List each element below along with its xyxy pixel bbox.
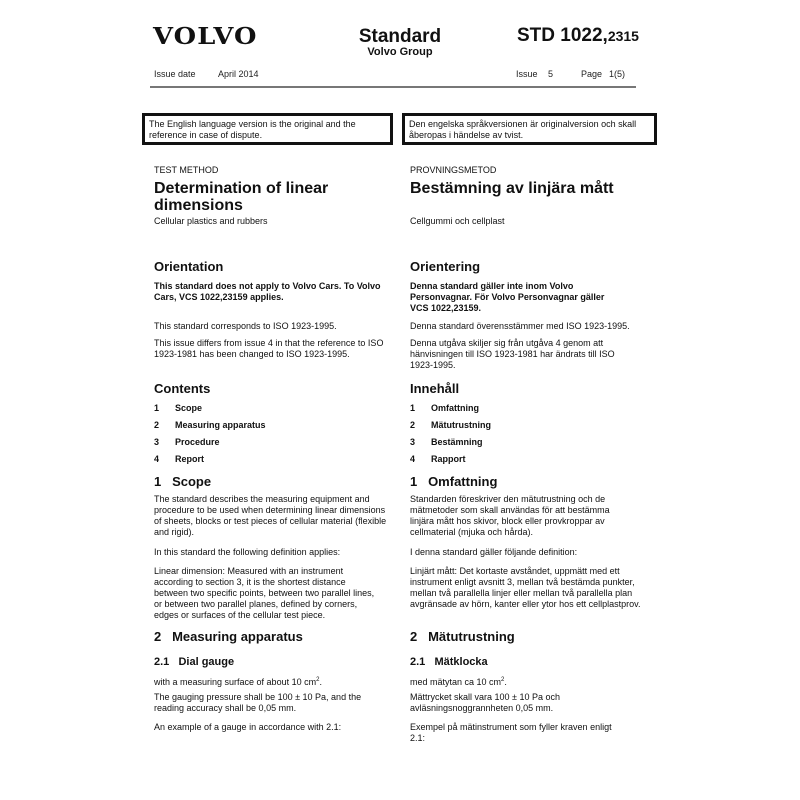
contents-item-number: 2 — [154, 419, 160, 430]
contents-item-label: Omfattning — [431, 402, 479, 413]
document-type: Standard — [358, 26, 442, 47]
contents-item-number: 1 — [154, 402, 160, 413]
contents-item-label: Procedure — [175, 436, 220, 447]
gauge-text-end: . — [504, 677, 507, 687]
contents-list — [410, 399, 650, 467]
contents-item-number: 3 — [154, 436, 160, 447]
contents-item-number: 2 — [410, 419, 416, 430]
orientation-bold-note: This standard does not apply to Volvo Cars. To Volvo Cars, VCS 1022,23159 applies. — [154, 281, 381, 302]
contents-item-label: Rapport — [431, 453, 466, 464]
issue-date-value: April 2014 — [218, 69, 259, 79]
gauge-paragraph: An example of a gauge in accordance with 2.1: — [154, 722, 342, 732]
apparatus-heading: 2 Measuring apparatus — [154, 629, 303, 644]
organization: Volvo Group — [367, 46, 433, 58]
apparatus-heading: 2 Mätutrustning — [410, 629, 515, 644]
category-label: PROVNINGSMETOD — [410, 165, 497, 175]
contents-item-number: 1 — [410, 402, 416, 413]
scope-heading: 1 Scope — [154, 474, 212, 489]
page-label: Page — [581, 69, 603, 79]
contents-item-label: Mätutrustning — [431, 419, 491, 430]
scope-heading: 1 Omfattning — [410, 474, 498, 489]
contents-item-label: Bestämning — [431, 436, 483, 447]
gauge-paragraph — [410, 675, 650, 688]
notice-box-en: The English language version is the original and the reference in case of dispute. — [142, 113, 393, 145]
gauge-text-end: . — [319, 677, 322, 687]
orientation-paragraph: This issue differs from issue 4 in that the reference to ISO 1923-1981 has been changed to ISO 1923-1995. — [154, 338, 384, 359]
contents-item-number: 4 — [410, 453, 416, 464]
issue-label: Issue — [516, 69, 538, 79]
scope-definition: Linear dimension: Measured with an instrument according to section 3, it is the shortest distance between two specific points, between two parallel lines, or between two parallel planes, defined by corners, edges or surfaces of the cellular test piece. — [154, 566, 375, 620]
scope-paragraph: I denna standard gäller följande definition: — [410, 547, 578, 557]
contents-item-label: Report — [175, 453, 204, 464]
contents-item[interactable] — [410, 433, 650, 450]
gauge-paragraph: The gauging pressure shall be 100 ± 10 Pa, and the reading accuracy shall be 0,05 mm. — [154, 692, 362, 713]
orientation-paragraph: This standard corresponds to ISO 1923-1995. — [154, 321, 337, 331]
scope-definition: Linjärt mått: Det kortaste avståndet, uppmätt med ett instrument enligt avsnitt 3, mellan två bestämda punkter, mellan två parallella linjer eller mellan två parallella plan avgränsade av hörn, kanter eller ytor hos ett cellplastprov. — [410, 566, 641, 609]
document-subtitle: Cellular plastics and rubbers — [154, 216, 268, 226]
orientation-heading: Orientering — [410, 259, 481, 274]
contents-heading: Contents — [154, 381, 211, 396]
orientation-paragraph: Denna utgåva skiljer sig från utgåva 4 genom att hänvisningen till ISO 1923-1981 har ändrats till ISO 1923-1995. — [410, 338, 615, 370]
contents-item[interactable] — [154, 433, 394, 450]
volvo-logo: VOLVO — [153, 23, 258, 50]
contents-item[interactable] — [410, 416, 650, 433]
header-divider — [150, 86, 636, 88]
issue-value: 5 — [548, 69, 554, 79]
contents-list — [154, 399, 394, 467]
gauge-text: med mätytan ca 10 cm — [410, 677, 502, 687]
scope-paragraph: Standarden föreskriver den mätutrustning och de mätmetoder som skall användas för att bestämma linjära mått hos skivor, block eller provkroppar av cellmaterial (mjuka och hårda). — [410, 494, 610, 537]
gauge-paragraph: Exempel på mätinstrument som fyller kraven enligt 2.1: — [410, 722, 612, 743]
document-title: Bestämning av linjära mått — [410, 180, 614, 197]
contents-item-label: Measuring apparatus — [175, 419, 266, 430]
gauge-text: with a measuring surface of about 10 cm — [154, 677, 317, 687]
contents-item[interactable] — [410, 399, 650, 416]
gauge-superscript: 2 — [316, 677, 320, 683]
contents-item-label: Scope — [175, 402, 203, 413]
gauge-paragraph: Mättrycket skall vara 100 ± 10 Pa och avläsningsnoggrannheten 0,05 mm. — [410, 692, 561, 713]
contents-item-number: 4 — [154, 453, 160, 464]
page-value: 1(5) — [609, 69, 626, 79]
gauge-superscript: 2 — [501, 677, 505, 683]
orientation-heading: Orientation — [154, 259, 224, 274]
gauge-heading: 2.1 Mätklocka — [410, 656, 488, 668]
notice-box-sv: Den engelska språkversionen är originalversion och skall åberopas i händelse av tvist. — [402, 113, 657, 145]
contents-item[interactable] — [154, 450, 394, 467]
contents-heading: Innehåll — [410, 381, 460, 396]
scope-paragraph: The standard describes the measuring equipment and procedure to be used when determining linear dimensions of sheets, blocks or test pieces of cellular material (flexible and rigid). — [154, 494, 387, 537]
orientation-bold-note: Denna standard gäller inte inom Volvo Personvagnar. För Volvo Personvagnar gäller VCS 1022,23159. — [410, 281, 605, 313]
contents-item[interactable] — [410, 450, 650, 467]
contents-item[interactable] — [154, 416, 394, 433]
standard-number — [517, 25, 639, 47]
document-subtitle: Cellgummi och cellplast — [410, 216, 505, 226]
scope-paragraph: In this standard the following definition applies: — [154, 547, 341, 557]
contents-item[interactable] — [154, 399, 394, 416]
standard-number-sub: 2315 — [607, 28, 639, 44]
standard-number-main: STD 1022, — [517, 25, 608, 46]
category-label: TEST METHOD — [154, 165, 219, 175]
gauge-heading: 2.1 Dial gauge — [154, 656, 235, 668]
orientation-paragraph: Denna standard överensstämmer med ISO 1923-1995. — [410, 321, 630, 331]
contents-item-number: 3 — [410, 436, 416, 447]
issue-date-label: Issue date — [154, 69, 196, 79]
gauge-paragraph — [154, 675, 394, 688]
document-title: Determination of linear dimensions — [154, 180, 329, 214]
